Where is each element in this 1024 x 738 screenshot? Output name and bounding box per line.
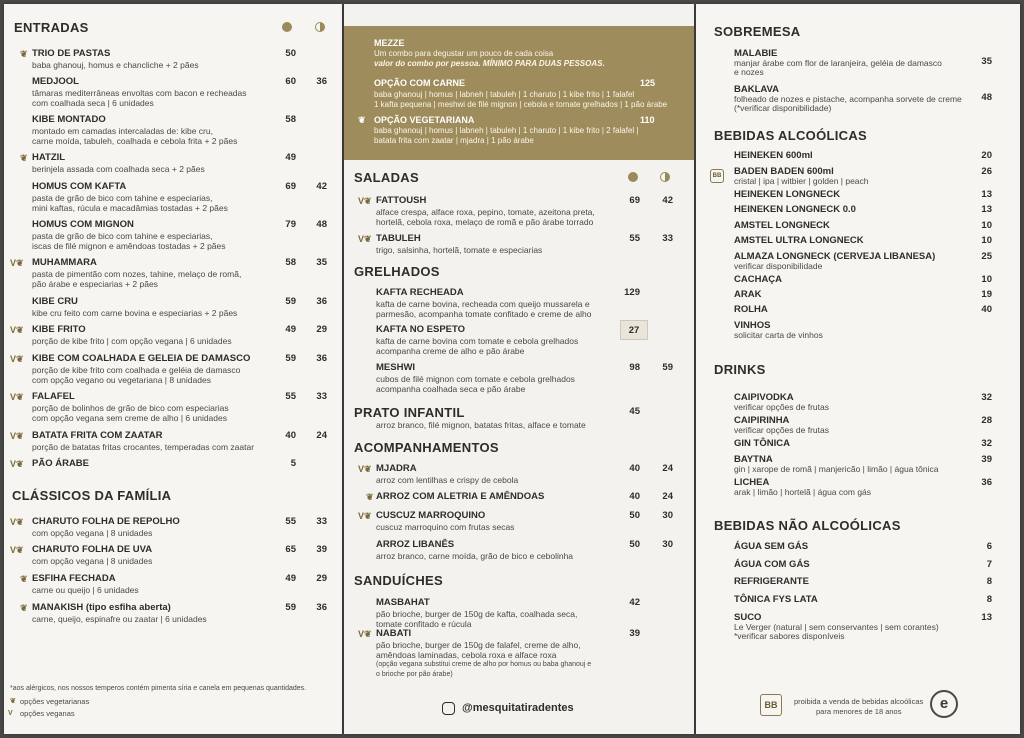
menu-item-name: AMSTEL LONGNECK <box>734 220 830 231</box>
legend-vegan: opções veganas <box>20 709 75 718</box>
section-title-alcool: BEBIDAS ALCOÓLICAS <box>714 128 867 143</box>
mezze-option-veg-price: 110 <box>640 115 655 125</box>
menu-item-name: HEINEKEN 600ml <box>734 150 813 161</box>
price-half: 39 <box>316 544 327 555</box>
price: 20 <box>981 150 992 161</box>
menu-item-description: amêndoas laminadas, cebola roxa e alface roxa <box>376 650 557 660</box>
price: 19 <box>981 289 992 300</box>
price-full: 50 <box>629 510 640 521</box>
menu-item-description: o brioche por pão árabe) <box>376 671 453 678</box>
full-portion-icon <box>628 172 638 182</box>
vegetarian-leaf-icon: ❦ <box>20 49 28 59</box>
mezze-option-description: 1 kafta pequena | meshwi de filé mignon | cebola e tomate grelhados | 1 pão árabe <box>374 100 668 109</box>
menu-item-description: porção de kibe frito com coalhada e geléia de damasco <box>32 365 241 375</box>
price-full: 129 <box>624 287 640 298</box>
price: 35 <box>981 56 992 67</box>
menu-item-description: folheado de nozes e pistache, acompanha sorvete de creme <box>734 94 962 104</box>
price-half: 24 <box>662 491 673 502</box>
menu-item-description: berinjela assada com coalhada seca + 2 pães <box>32 164 205 174</box>
menu-item-description: manjar árabe com flor de laranjeira, geléia de damasco <box>734 58 942 68</box>
vegan-leaf-icon: V❦ <box>358 629 372 639</box>
menu-item-name: REFRIGERANTE <box>734 576 809 587</box>
price: 7 <box>986 559 992 570</box>
menu-item-name: CHARUTO FOLHA DE REPOLHO <box>32 516 180 527</box>
menu-item-name: ÁGUA SEM GÁS <box>734 541 809 552</box>
menu-item-name: HOMUS COM MIGNON <box>32 219 134 230</box>
menu-item-name: BADEN BADEN 600ml <box>734 166 834 177</box>
price-full: 42 <box>629 597 640 608</box>
allergy-note: *aos alérgicos, nos nossos temperos contém pimenta síria e canela em pequenas quantidades. <box>10 685 307 692</box>
price-full: 55 <box>285 391 296 402</box>
price-full: 59 <box>285 296 296 307</box>
price: 13 <box>981 189 992 200</box>
menu-item-description: Le Verger (natural | sem conservantes | sem corantes) <box>734 622 939 632</box>
mezze-option-description: baba ghanouj | homus | labneh | tabuleh | 1 charuto | 1 kibe frito | 2 falafel | <box>374 126 639 135</box>
price-full: 58 <box>285 257 296 268</box>
alcohol-warning: proibida a venda de bebidas alcoólicas <box>794 697 924 706</box>
menu-item-name: KIBE FRITO <box>32 324 86 335</box>
menu-item-name: KIBE MONTADO <box>32 114 106 125</box>
price-full: 50 <box>285 48 296 59</box>
price-half: 36 <box>316 76 327 87</box>
section-title-drinks: DRINKS <box>714 362 766 377</box>
menu-item-description: gin | xarope de romã | manjericão | limão | água tônica <box>734 464 939 474</box>
menu-item-name: MASBAHAT <box>376 597 430 608</box>
menu-item-name: CHARUTO FOLHA DE UVA <box>32 544 153 555</box>
instagram-icon <box>442 702 455 715</box>
price-full: 55 <box>285 516 296 527</box>
price-full: 60 <box>285 76 296 87</box>
menu-item-name: KIBE COM COALHADA E GELEIA DE DAMASCO <box>32 353 251 364</box>
section-title-saladas: SALADAS <box>354 170 419 185</box>
alcohol-warning: para menores de 18 anos <box>816 707 902 716</box>
price-half: 36 <box>316 353 327 364</box>
menu-item-description: alface crespa, alface roxa, pepino, tomate, azeitona preta, <box>376 207 595 217</box>
vegan-leaf-icon: V❦ <box>358 464 372 474</box>
menu-item-description: com opção vegana | 8 unidades <box>32 556 153 566</box>
mezze-option-meat-price: 125 <box>640 78 656 88</box>
mezze-title: MEZZE <box>374 38 405 48</box>
menu-item-description: com coalhada seca | 6 unidades <box>32 98 154 108</box>
menu-item-description: verificar disponibilidade <box>734 261 823 271</box>
price: 13 <box>981 204 992 215</box>
mezze-subtitle: Um combo para degustar um pouco de cada coisa <box>374 49 554 58</box>
price-full: 79 <box>285 219 296 230</box>
menu-item-name: MANAKISH (tipo esfiha aberta) <box>32 602 171 613</box>
menu-item-name: KIBE CRU <box>32 296 78 307</box>
price-full: 69 <box>629 195 640 206</box>
price: 40 <box>981 304 992 315</box>
price: 32 <box>981 392 992 403</box>
menu-item-description: porção de batatas fritas crocantes, temperadas com zaatar <box>32 442 255 452</box>
menu-item-description: arroz branco, carne moída, grão de bico e cebolinha <box>376 551 574 561</box>
price-half: 36 <box>316 602 327 613</box>
menu-item-name: HATZIL <box>32 152 66 163</box>
menu-item-description: cuscuz marroquino com frutas secas <box>376 522 515 532</box>
full-portion-icon <box>282 22 292 32</box>
baden-baden-logo: BB <box>760 694 782 716</box>
section-title-grelhados: GRELHADOS <box>354 264 440 279</box>
section-title-entradas: ENTRADAS <box>14 20 89 35</box>
price-full: 69 <box>285 181 296 192</box>
price-half: 24 <box>316 430 327 441</box>
section-title-naoalc: BEBIDAS NÃO ALCOÓLICAS <box>714 518 901 533</box>
menu-item-name: CAIPIRINHA <box>734 415 790 426</box>
vegan-leaf-icon: V❦ <box>10 545 24 555</box>
price-full: 39 <box>629 628 640 639</box>
menu-item-description: pão árabe e especiarias + 2 pães <box>32 279 158 289</box>
menu-item-name: FATTOUSH <box>376 195 427 206</box>
responsible-seal-icon: e <box>930 690 958 718</box>
menu-item-name: KAFTA RECHEADA <box>376 287 464 298</box>
menu-item-name: HEINEKEN LONGNECK 0.0 <box>734 204 856 215</box>
section-title-sobremesa: SOBREMESA <box>714 24 801 39</box>
menu-item-name: CAIPIVODKA <box>734 392 794 403</box>
price-full: 49 <box>285 573 296 584</box>
menu-item-name: ALMAZA LONGNECK (CERVEJA LIBANESA) <box>734 251 936 262</box>
menu-item-description: iscas de filé mignon e amêndoas tostadas + 2 pães <box>32 241 226 251</box>
menu-item-name: NABATI <box>376 628 412 639</box>
menu-item-description: *verificar sabores disponíveis <box>734 631 845 641</box>
menu-item-description: baba ghanouj, homus e chancliche + 2 pães <box>32 60 199 70</box>
price-half: 33 <box>316 516 327 527</box>
menu-item-name: ARAK <box>734 289 762 300</box>
vegan-leaf-icon: V❦ <box>358 234 372 244</box>
menu-item-description: tâmaras mediterrâneas envoltas com bacon e recheadas <box>32 88 247 98</box>
menu-item-name: MJADRA <box>376 463 417 474</box>
menu-panel-left <box>4 4 342 734</box>
menu-item-name: CACHAÇA <box>734 274 783 285</box>
instagram-handle: @mesquitatiradentes <box>462 702 574 714</box>
price-half: 59 <box>662 362 673 373</box>
menu-item-description: cubos de filé mignon com tomate e cebola grelhados <box>376 374 575 384</box>
vegan-leaf-icon: V❦ <box>10 459 24 469</box>
menu-item-name: PÃO ÁRABE <box>32 458 90 469</box>
price: 8 <box>986 576 992 587</box>
menu-item-description: pão brioche, burger de 150g de falafel, creme de alho, <box>376 640 581 650</box>
price: 48 <box>981 92 992 103</box>
price-full: 5 <box>290 458 296 469</box>
menu-item-name: HEINEKEN LONGNECK <box>734 189 841 200</box>
menu-item-name: TABULEH <box>376 233 421 244</box>
menu-item-description: carne ou queijo | 6 unidades <box>32 585 139 595</box>
price: 25 <box>981 251 992 262</box>
price: 13 <box>981 612 992 623</box>
price-full: 49 <box>285 324 296 335</box>
menu-item-description: solicitar carta de vinhos <box>734 330 823 340</box>
menu-item-description: verificar opções de frutas <box>734 402 829 412</box>
menu-item-name: GIN TÔNICA <box>734 438 790 449</box>
menu-item-description: porção de kibe frito | com opção vegana | 6 unidades <box>32 336 232 346</box>
price-half: 33 <box>662 233 673 244</box>
menu-item-name: CUSCUZ MARROQUINO <box>376 510 486 521</box>
menu-item-description: arroz branco, filé mignon, batatas fritas, alface e tomate <box>376 420 586 430</box>
menu-item-description: com opção vegana sem creme de alho | 6 unidades <box>32 413 227 423</box>
price-sticker: 27 <box>620 320 648 340</box>
menu-item-description: (*verificar disponibilidade) <box>734 103 832 113</box>
vegan-leaf-icon: V <box>8 710 13 717</box>
mezze-option-description: batata frita com zaatar | mjadra | 1 pão árabe <box>374 136 534 145</box>
menu-item-description: pasta de grão de bico com tahine e especiarias, <box>32 193 213 203</box>
vegetarian-leaf-icon: ❦ <box>20 603 28 613</box>
menu-item-description: parmesão, acompanha tomate confitado e creme de alho <box>376 309 592 319</box>
section-title-acomp: ACOMPANHAMENTOS <box>354 440 499 455</box>
price: 28 <box>981 415 992 426</box>
menu-item-name: FALAFEL <box>32 391 75 402</box>
price: 26 <box>981 166 992 177</box>
menu-panel-right <box>696 4 1020 734</box>
menu-item-description: (opção vegana substitui creme de alho por homus ou baba ghanouj e <box>376 661 592 668</box>
price-full: 40 <box>285 430 296 441</box>
section-title-classicos: CLÁSSICOS DA FAMÍLIA <box>12 488 172 503</box>
vegetarian-leaf-icon: ❦ <box>366 492 374 502</box>
half-portion-icon <box>315 22 325 32</box>
price-full: 45 <box>629 406 640 417</box>
menu-item-description: tomate confitado e rúcula <box>376 619 472 629</box>
mezze-note: valor do combo por pessoa. MÍNIMO PARA DUAS PESSOAS. <box>374 59 605 68</box>
menu-panel-middle <box>344 4 694 734</box>
price-full: 49 <box>285 152 296 163</box>
price-half: 35 <box>316 257 327 268</box>
price: 10 <box>981 220 992 231</box>
menu-item-name: HOMUS COM KAFTA <box>32 181 127 192</box>
vegan-leaf-icon: V❦ <box>358 511 372 521</box>
menu-item-description: hortelã, cebola roxa, melaço de romã e pão árabe torrado <box>376 217 594 227</box>
price-full: 65 <box>285 544 296 555</box>
menu-item-name: ESFIHA FECHADA <box>32 573 116 584</box>
price-half: 24 <box>662 463 673 474</box>
menu-item-description: e nozes <box>734 67 764 77</box>
price: 8 <box>986 594 992 605</box>
price-half: 42 <box>316 181 327 192</box>
menu-item-description: mini kaftas, rúcula e macadâmias tostadas + 2 pães <box>32 203 228 213</box>
mezze-option-veg: OPÇÃO VEGETARIANA <box>374 115 475 125</box>
vegetarian-leaf-icon: ❦ <box>358 115 366 125</box>
price: 32 <box>981 438 992 449</box>
price-full: 40 <box>629 463 640 474</box>
menu-item-description: carne moída, tabuleh, coalhada e cebola frita + 2 pães <box>32 136 238 146</box>
price: 36 <box>981 477 992 488</box>
price-half: 36 <box>316 296 327 307</box>
mezze-option-meat: OPÇÃO COM CARNE <box>374 78 466 88</box>
vegan-leaf-icon: V❦ <box>10 392 24 402</box>
menu-item-description: porção de bolinhos de grão de bico com especiarias <box>32 403 229 413</box>
menu-item-description: cristal | ipa | witbier | golden | peach <box>734 176 869 186</box>
price: 10 <box>981 274 992 285</box>
menu-item-description: com opção vegana | 8 unidades <box>32 528 153 538</box>
menu-item-description: acompanha coalhada seca e pão árabe <box>376 384 526 394</box>
menu-item-name: VINHOS <box>734 320 771 331</box>
menu-item-name: BAKLAVA <box>734 84 780 95</box>
price-full: 50 <box>629 539 640 550</box>
section-title-sanduiches: SANDUÍCHES <box>354 573 443 588</box>
menu-item-description: pasta de grão de bico com tahine e especiarias, <box>32 231 213 241</box>
menu-item-name: MESHWI <box>376 362 416 373</box>
menu-item-name: AMSTEL ULTRA LONGNECK <box>734 235 864 246</box>
menu-item-description: kafta de carne bovina com tomate e cebola grelhados <box>376 336 579 346</box>
vegan-leaf-icon: V❦ <box>10 431 24 441</box>
price-half: 29 <box>316 573 327 584</box>
menu-item-name: KAFTA NO ESPETO <box>376 324 466 335</box>
price-half: 30 <box>662 510 673 521</box>
menu-item-description: com opção vegano ou vegetariana | 8 unidades <box>32 375 211 385</box>
menu-item-description: trigo, salsinha, hortelã, tomate e especiarias <box>376 245 543 255</box>
menu-item-description: verificar opções de frutas <box>734 425 829 435</box>
menu-item-description: acompanha creme de alho e pão árabe <box>376 346 525 356</box>
menu-item-description: pasta de pimentão com nozes, tahine, melaço de romã, <box>32 269 242 279</box>
vegan-leaf-icon: V❦ <box>358 196 372 206</box>
price: 39 <box>981 454 992 465</box>
mezze-option-description: baba ghanouj | homus | labneh | tabuleh | 1 charuto | 1 kibe frito | 1 falafel <box>374 90 635 99</box>
price-half: 42 <box>662 195 673 206</box>
menu-item-name: ARROZ COM ALETRIA E AMÊNDOAS <box>376 491 545 502</box>
section-title-infantil: PRATO INFANTIL <box>354 405 465 420</box>
menu-item-name: TÔNICA FYS LATA <box>734 594 818 605</box>
half-portion-icon <box>660 172 670 182</box>
menu-item-name: SUCO <box>734 612 762 623</box>
menu-item-name: LICHEA <box>734 477 770 488</box>
menu-item-name: BAYTNA <box>734 454 773 465</box>
menu-item-name: ÁGUA COM GÁS <box>734 559 810 570</box>
baden-baden-logo: BB <box>710 169 724 183</box>
price-full: 98 <box>629 362 640 373</box>
price-full: 59 <box>285 602 296 613</box>
vegan-leaf-icon: V❦ <box>10 354 24 364</box>
menu-item-description: carne, queijo, espinafre ou zaatar | 6 unidades <box>32 614 207 624</box>
price: 6 <box>986 541 992 552</box>
price-half: 30 <box>662 539 673 550</box>
menu-item-description: montado em camadas intercaladas de: kibe cru, <box>32 126 213 136</box>
legend-vegetarian: opções vegetarianas <box>20 697 90 706</box>
menu-item-name: MUHAMMARA <box>32 257 97 268</box>
price: 10 <box>981 235 992 246</box>
menu-item-description: arroz com lentilhas e crispy de cebola <box>376 475 519 485</box>
menu-item-description: kafta de carne bovina, recheada com queijo mussarela e <box>376 299 590 309</box>
menu-item-name: BATATA FRITA COM ZAATAR <box>32 430 163 441</box>
vegan-leaf-icon: V❦ <box>10 325 24 335</box>
menu-item-name: ROLHA <box>734 304 768 315</box>
price-half: 48 <box>316 219 327 230</box>
vegan-leaf-icon: V❦ <box>10 258 24 268</box>
menu-item-name: ARROZ LIBANÊS <box>376 539 455 550</box>
mezze-box <box>344 26 694 160</box>
price-full: 40 <box>629 491 640 502</box>
price-half: 29 <box>316 324 327 335</box>
menu-item-name: MEDJOOL <box>32 76 79 87</box>
vegetarian-leaf-icon: ❦ <box>10 698 16 705</box>
price-half: 33 <box>316 391 327 402</box>
price-full: 55 <box>629 233 640 244</box>
price-full: 59 <box>285 353 296 364</box>
price-full: 58 <box>285 114 296 125</box>
menu-item-description: pão brioche, burger de 150g de kafta, coalhada seca, <box>376 609 578 619</box>
menu-item-name: MALABIE <box>734 48 778 59</box>
menu-item-description: arak | limão | hortelã | água com gás <box>734 487 872 497</box>
menu-item-name: TRIO DE PASTAS <box>32 48 111 59</box>
vegan-leaf-icon: V❦ <box>10 517 24 527</box>
vegetarian-leaf-icon: ❦ <box>20 574 28 584</box>
vegetarian-leaf-icon: ❦ <box>20 153 28 163</box>
menu-item-description: kibe cru feito com carne bovina e especiarias + 2 pães <box>32 308 238 318</box>
